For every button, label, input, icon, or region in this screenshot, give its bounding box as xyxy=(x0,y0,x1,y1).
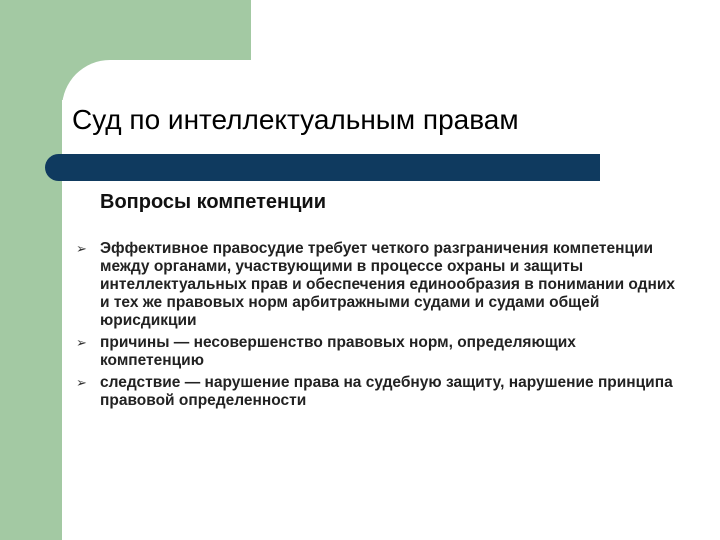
title-underline-bar xyxy=(45,154,600,181)
bullet-text: причины — несовершенство правовых норм, определяющих компетенцию xyxy=(100,334,576,369)
arrow-bullet-icon: ➢ xyxy=(76,241,87,256)
bullet-item xyxy=(72,240,682,330)
bullet-item xyxy=(72,334,682,370)
bullet-list xyxy=(72,240,682,414)
bullet-text: следствие — нарушение права на судебную защиту, нарушение принципа правовой определенности xyxy=(100,374,673,409)
slide-subtitle: Вопросы компетенции xyxy=(100,191,326,213)
bullet-item xyxy=(72,374,682,410)
arrow-bullet-icon: ➢ xyxy=(76,335,87,350)
arrow-bullet-icon: ➢ xyxy=(76,375,87,390)
bullet-text: Эффективное правосудие требует четкого разграничения компетенции между органами, участвующими в процессе охраны и защиты интеллектуальных прав и обеспечения единообразия в понимании одних и тех же правовых норм арбитражными судами и судами общей юрисдикции xyxy=(100,240,676,329)
slide-title: Суд по интеллектуальным правам xyxy=(72,104,519,135)
